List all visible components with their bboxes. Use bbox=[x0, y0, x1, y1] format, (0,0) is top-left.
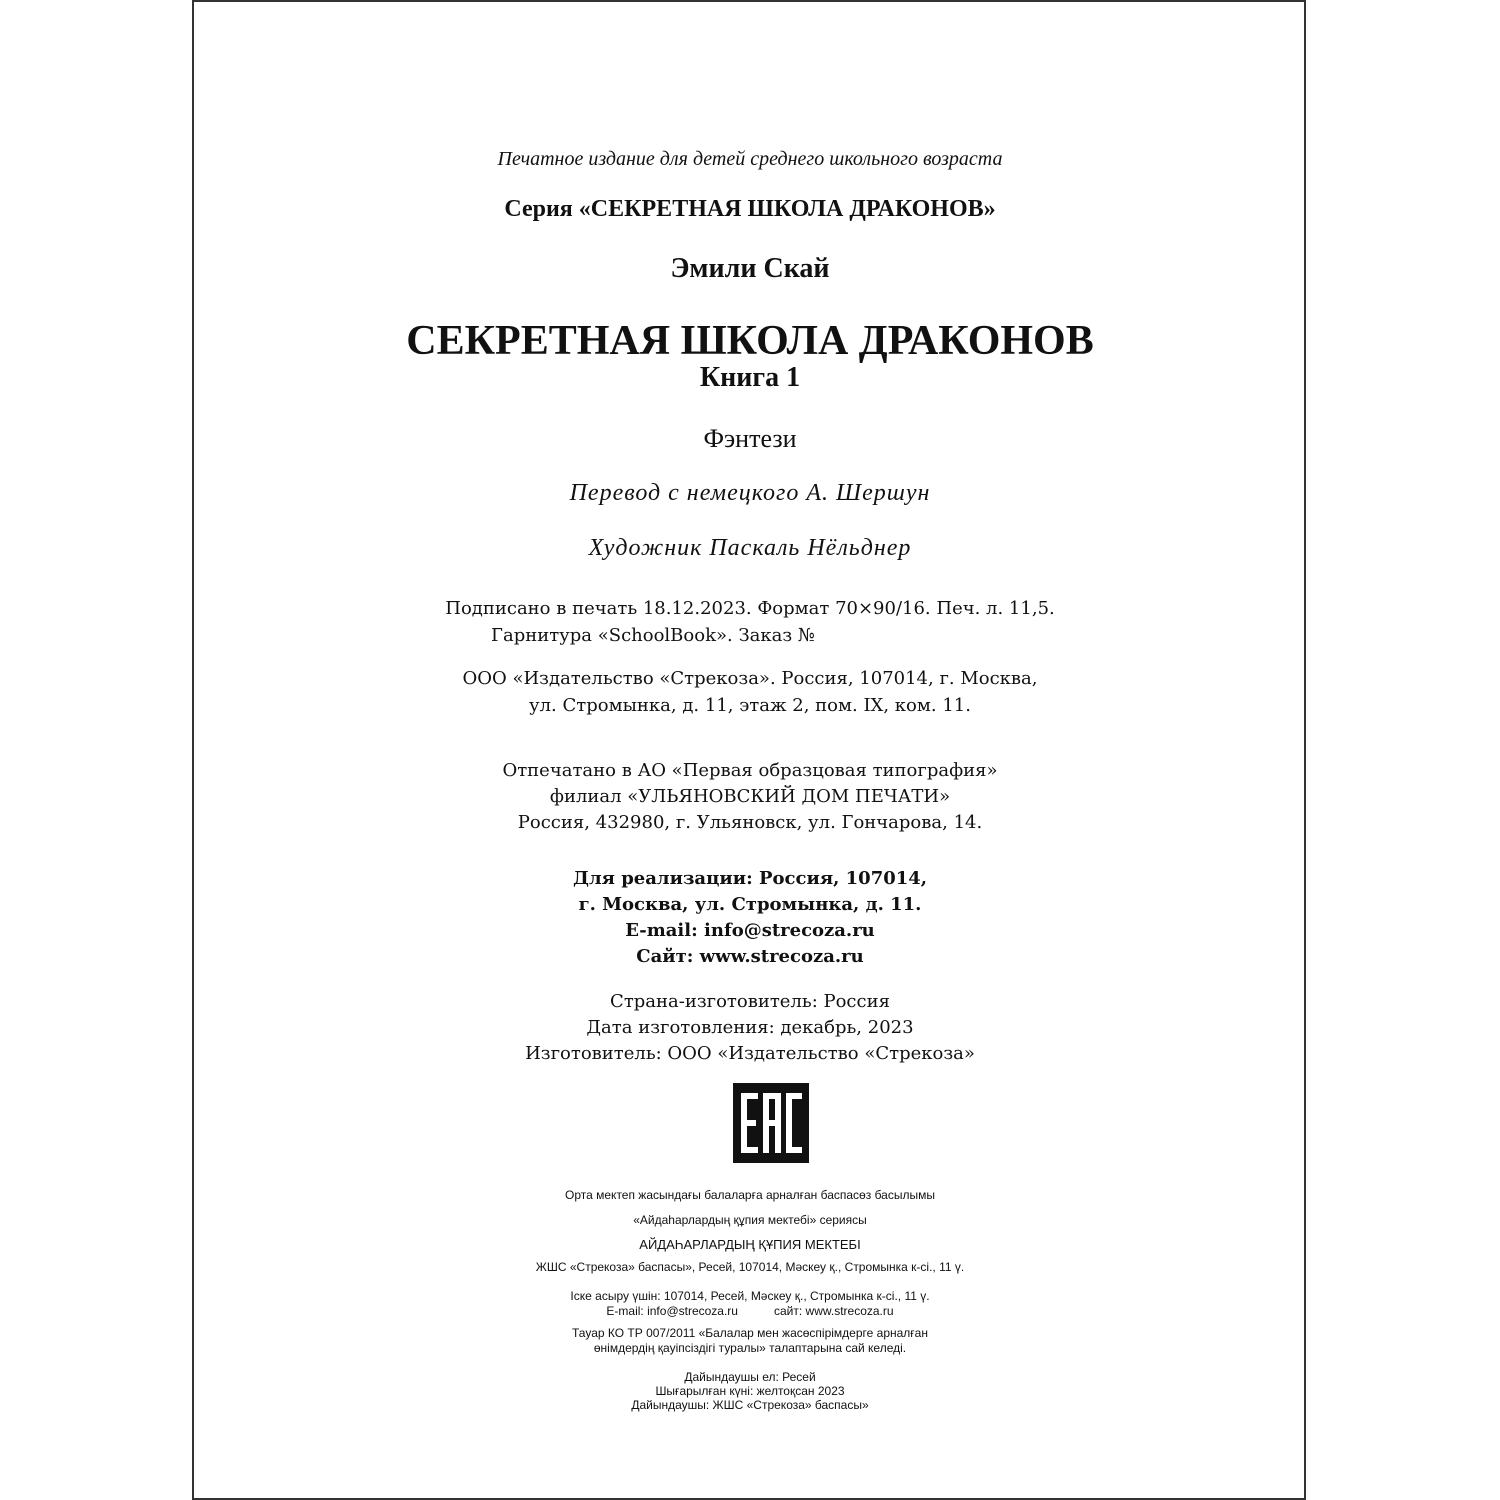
kz-series: «Айдаһарлардың құпия мектебі» сериясы bbox=[633, 1213, 867, 1227]
distribution-email: E-mail: info@strecoza.ru bbox=[625, 920, 875, 941]
kz-contacts bbox=[0, 1305, 1500, 1317]
distribution-line-1: Для реализации: Россия, 107014, bbox=[572, 868, 928, 889]
kz-compliance-line-2: өнімдердің қауіпсіздігі туралы» талаптарына сай келеді. bbox=[593, 1341, 907, 1355]
distribution-line-2: г. Москва, ул. Стромынка, д. 11. bbox=[578, 894, 922, 915]
kz-distribution: Іске асыру үшін: 107014, Ресей, Мәскеу қ., Стромынка к-сі., 11 ү. bbox=[570, 1289, 930, 1303]
distribution-site: Сайт: www.strecoza.ru bbox=[636, 946, 864, 967]
book-number: Книга 1 bbox=[699, 362, 801, 393]
eac-certification-icon bbox=[733, 1083, 809, 1163]
kz-title: АЙДАҺАРЛАРДЫҢ ҚҰПИЯ МЕКТЕБІ bbox=[639, 1237, 861, 1252]
book-title: СЕКРЕТНАЯ ШКОЛА ДРАКОНОВ bbox=[406, 318, 1094, 364]
printer-line-3: Россия, 432980, г. Ульяновск, ул. Гончарова, 14. bbox=[517, 812, 983, 833]
kz-site: сайт: www.strecoza.ru bbox=[773, 1304, 894, 1318]
kz-email: E-mail: info@strecoza.ru bbox=[606, 1304, 738, 1318]
manufacture-date: Дата изготовления: декабрь, 2023 bbox=[586, 1017, 914, 1038]
page-border bbox=[192, 0, 1306, 1500]
audience-note: Печатное издание для детей среднего школьного возраста bbox=[497, 148, 1003, 170]
publisher-line-1: ООО «Издательство «Стрекоза». Россия, 107014, г. Москва, bbox=[462, 668, 1038, 689]
kz-publisher: ЖШС «Стрекоза» баспасы», Ресей, 107014, Мәскеу қ., Стромынка к-сі., 11 ү. bbox=[535, 1260, 965, 1274]
kz-manufacture-date: Шығарылған күні: желтоқсан 2023 bbox=[655, 1384, 845, 1398]
kz-manufacturer-name: Дайындаушы: ЖШС «Стрекоза» баспасы» bbox=[631, 1398, 869, 1412]
translator: Перевод с немецкого А. Шершун bbox=[569, 480, 931, 506]
series-title: Серия «СЕКРЕТНАЯ ШКОЛА ДРАКОНОВ» bbox=[504, 196, 996, 222]
author-name: Эмили Скай bbox=[670, 253, 830, 284]
printer-line-1: Отпечатано в АО «Первая образцовая типография» bbox=[502, 760, 998, 781]
print-info-line-2: Гарнитура «SchoolBook». Заказ № bbox=[491, 625, 815, 646]
manufacturer-country: Страна-изготовитель: Россия bbox=[610, 991, 890, 1012]
publisher-line-2: ул. Стромынка, д. 11, этаж 2, пом. IX, ком. 11. bbox=[529, 695, 971, 716]
print-info-line-1: Подписано в печать 18.12.2023. Формат 70×90/16. Печ. л. 11,5. bbox=[445, 598, 1055, 619]
kz-audience: Орта мектеп жасындағы балаларға арналған баспасөз басылымы bbox=[565, 1188, 935, 1202]
genre: Фэнтези bbox=[703, 424, 797, 453]
illustrator: Художник Паскаль Нёльднер bbox=[588, 535, 912, 561]
kz-manufacturer-country: Дайындаушы ел: Ресей bbox=[684, 1370, 816, 1384]
manufacturer-name: Изготовитель: ООО «Издательство «Стрекоза» bbox=[525, 1043, 975, 1064]
printer-line-2: филиал «УЛЬЯНОВСКИЙ ДОМ ПЕЧАТИ» bbox=[549, 786, 951, 807]
kz-compliance-line-1: Тауар КО ТР 007/2011 «Балалар мен жасөспірімдерге арналған bbox=[572, 1326, 928, 1340]
